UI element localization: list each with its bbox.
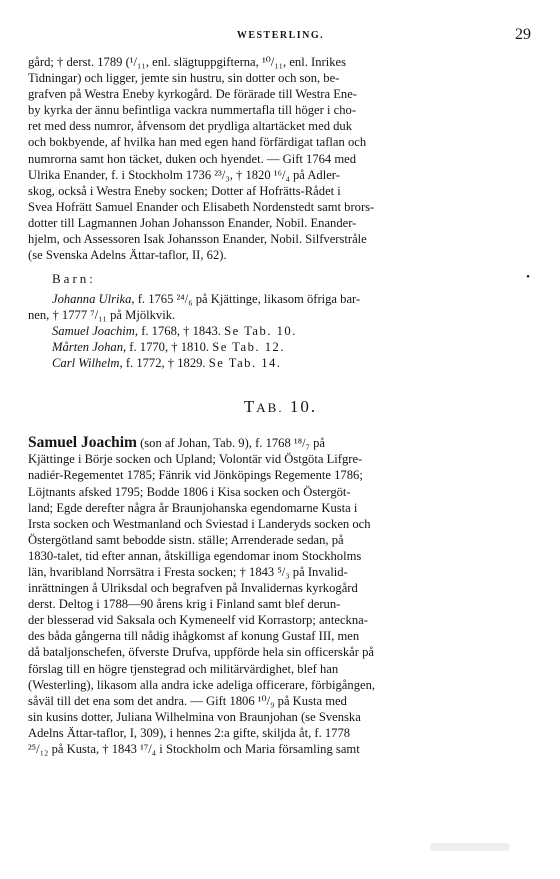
text-line: grafven på Westra Eneby kyrkogård. De förärade till Westra Ene- xyxy=(28,87,358,102)
text-line: der blesserad vid Saksala och Kymeneelf vid Korrastorp; anteckna- xyxy=(28,613,368,628)
text-line: inrättningen å Ulriksdal och begrafven på Invalidernas kyrkogård xyxy=(28,581,358,596)
digitization-watermark xyxy=(430,840,510,857)
text-line: förslag till en högre tjenstegrad och militärvärdighet, blef han xyxy=(28,661,339,676)
child-name: Carl Wilhelm xyxy=(52,356,120,371)
child-name: Mårten Johan xyxy=(52,340,123,355)
text-line: (se Svenska Adelns Ättar-taflor, II, 62). xyxy=(28,248,227,263)
text-line: dotter till Lagmannen Johan Johansson Enander, Nobil. Enander- xyxy=(28,215,357,230)
page-number: 29 xyxy=(515,26,531,43)
biography-paragraph xyxy=(28,435,533,757)
text-line: och bokbyende, af hvilka han med egen hand förfärdigat taflan och xyxy=(28,135,367,150)
text-line: Adelns Ättar-taflor, I, 309), i hennes 2:a gifte, skiljda åt, f. 1778 xyxy=(28,725,351,740)
table-reference: Se Tab. 14. xyxy=(208,356,282,371)
text-line: des båda gångerna till nådig ihågkomst af konung Gustaf III, men xyxy=(28,629,360,644)
text-line: hjelm, och Assessoren Isak Johansson Enander, Nobil. Silfverstråle xyxy=(28,232,367,247)
text-line: gård; † derst. 1789 (¹/₁₁, enl. slägtuppgifterna, ¹⁰/₁₁, enl. Inrikes xyxy=(28,55,346,69)
text-line: derst. Deltog i 1788—90 årens krig i Finland samt blef derun- xyxy=(28,597,341,612)
text-line: Svea Hofrätt Samuel Enander och Elisabeth Nordenstedt samt brors- xyxy=(28,199,375,214)
intro-paragraph xyxy=(28,54,533,263)
text-line: sin kusins dotter, Juliana Wilhelmina von Braunjohan (se Svenska xyxy=(28,709,361,724)
text-line: 1830-talet, tid efter annan, åtskilliga egendomar inom Stockholms xyxy=(28,548,362,563)
bullet-mark: • xyxy=(526,271,533,284)
text-line: nadiér-Regementet 1785; Fänrik vid Jönköpings Regemente 1786; xyxy=(28,468,363,483)
text-line: skog, också i Westra Eneby socken; Dotter af Hofrätts-Rådet i xyxy=(28,183,341,198)
child-entry xyxy=(52,355,533,371)
table-reference: Se Tab. 12. xyxy=(212,340,285,355)
child-details: , f. 1772, † 1829. xyxy=(119,356,206,371)
table-reference: Se Tab. 10. xyxy=(224,324,297,339)
text-line: land; Egde derefter några år Braunjohanska egendomarne Kusta i xyxy=(28,500,358,515)
book-page xyxy=(28,26,533,757)
biography-lead-rest: (son af Johan, Tab. 9), f. 1768 ¹⁸/₇ på xyxy=(136,436,326,451)
section-heading-smallcaps: AB. xyxy=(256,400,284,416)
text-line: då bataljonschefen, öfverste Drufva, uppförde hela sin officerskår på xyxy=(28,645,374,660)
text-line: (Westerling), likasom alla andra icke adeliga officerare, förbigången, xyxy=(28,677,376,692)
page-header xyxy=(28,26,533,54)
text-line: numrorna samt hon täcket, duken och hyendet. — Gift 1764 med xyxy=(28,151,357,166)
section-heading-number: 10. xyxy=(289,397,318,417)
child-name: Samuel Joachim xyxy=(52,324,135,339)
text-line: ret med dess numror, åfvensom det prydliga altartäcket med duk xyxy=(28,119,353,134)
child-details: , f. 1770, † 1810. xyxy=(123,340,210,355)
child-name: Johanna Ulrika xyxy=(52,292,132,307)
text-line: Irsta socken och Westmanland och Sviestad i Landeryds socken och xyxy=(28,516,371,531)
biography-lead-line xyxy=(28,435,533,451)
biography-name: Samuel Joachim xyxy=(28,434,137,452)
watermark-graphic xyxy=(430,840,510,854)
child-entry-continuation: nen, † 1777 ⁷/₁₁ på Mjölkvik. xyxy=(28,308,176,323)
text-line: Löjtnants afsked 1795; Bodde 1806 i Kisa socken och Östergöt- xyxy=(28,484,351,499)
child-details: , f. 1765 ²⁴/₆ på Kjättinge, likasom öfriga bar- xyxy=(131,292,361,307)
text-line: såväl till det ena som det andra. — Gift 1806 ¹⁰/₉ på Kusta med xyxy=(28,693,347,708)
children-heading xyxy=(52,271,533,287)
child-entry xyxy=(52,339,533,355)
text-line: Östergötland samt bebodde sistn. ställe; Arrenderade sedan, på xyxy=(28,532,344,547)
text-line: Ulrika Enander, f. i Stockholm 1736 ²³/₃, † 1820 ¹⁶/₄ på Adler- xyxy=(28,167,340,182)
text-line: län, hvaribland Norrsätra i Fresta socken; † 1843 ⁵/₃ på Invalid- xyxy=(28,564,348,579)
text-line: Kjättinge i Börje socken och Upland; Volontär vid Östgöta Lifgre- xyxy=(28,452,363,467)
section-heading-initial: T xyxy=(243,397,257,417)
children-heading-label: Barn: xyxy=(52,271,96,287)
section-heading xyxy=(28,397,533,417)
text-line: ²⁵/₁₂ på Kusta, † 1843 ¹⁷/₄ i Stockholm och Maria församling samt xyxy=(28,742,360,756)
running-title: WESTERLING. xyxy=(236,30,325,41)
text-line: Tidningar) och ligger, jemte sin hustru, sin dotter och son, be- xyxy=(28,71,340,86)
child-details: , f. 1768, † 1843. xyxy=(134,324,221,339)
text-line: by kyrka der ännu befintliga vackra nummertafla till höger i cho- xyxy=(28,103,357,118)
child-entry xyxy=(52,323,533,339)
child-entry xyxy=(52,291,533,307)
